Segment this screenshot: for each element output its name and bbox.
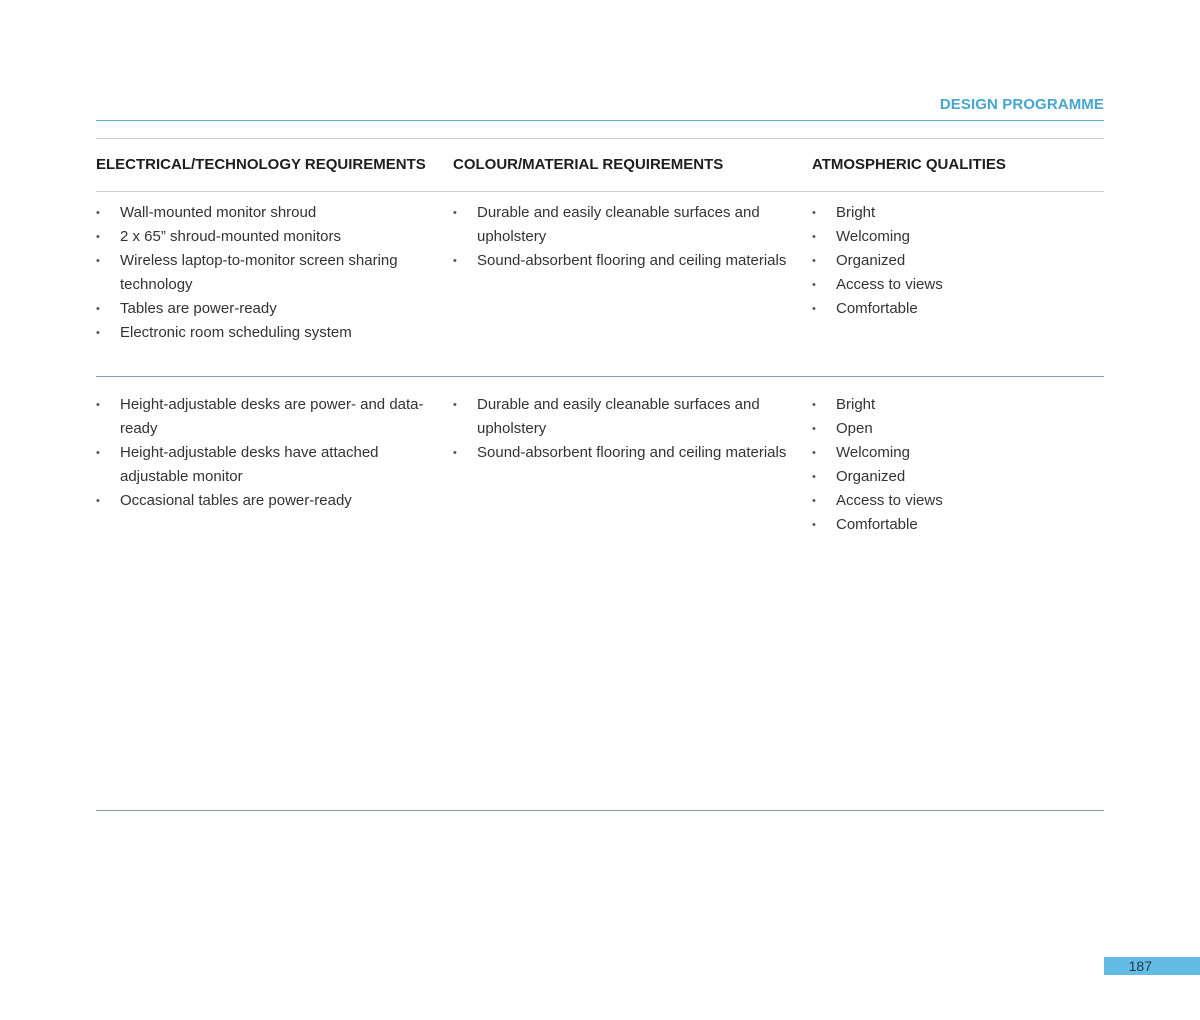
row-1-electrical-list	[96, 201, 426, 345]
list-item: • Access to views	[812, 273, 1092, 297]
row-divider	[96, 376, 1104, 377]
list-item: • Comfortable	[812, 513, 1092, 537]
list-item: • Open	[812, 417, 1092, 441]
list-item: • Wall-mounted monitor shroud	[96, 201, 426, 225]
header-divider	[96, 120, 1104, 121]
list-item: • Electronic room scheduling system	[96, 321, 426, 345]
list-item: • Occasional tables are power-ready	[96, 489, 426, 513]
list-item: • Organized	[812, 249, 1092, 273]
list-item: • Tables are power-ready	[96, 297, 426, 321]
row-1-material-list	[453, 201, 788, 273]
row-2-material-list	[453, 393, 788, 465]
list-item: • Sound-absorbent flooring and ceiling materials	[453, 441, 788, 465]
list-item: • Welcoming	[812, 441, 1092, 465]
list-item: • Bright	[812, 393, 1092, 417]
column-header-electrical: ELECTRICAL/TECHNOLOGY REQUIREMENTS	[96, 156, 426, 173]
footer-divider	[96, 810, 1104, 811]
column-header-material: COLOUR/MATERIAL REQUIREMENTS	[453, 156, 724, 173]
table-top-divider	[96, 138, 1104, 139]
list-item: • Sound-absorbent flooring and ceiling materials	[453, 249, 788, 273]
list-item: • Bright	[812, 201, 1092, 225]
page-number: 187	[1104, 957, 1200, 975]
row-2-electrical-list	[96, 393, 426, 513]
list-item: • Comfortable	[812, 297, 1092, 321]
list-item: • Organized	[812, 465, 1092, 489]
list-item: • Wireless laptop-to-monitor screen sharing technology	[96, 249, 426, 297]
list-item: • Welcoming	[812, 225, 1092, 249]
list-item: • Durable and easily cleanable surfaces and upholstery	[453, 201, 788, 249]
section-title: DESIGN PROGRAMME	[939, 96, 1104, 113]
row-2-atmosphere-list	[812, 393, 1092, 537]
list-item: • 2 x 65” shroud-mounted monitors	[96, 225, 426, 249]
row-1-atmosphere-list	[812, 201, 1092, 321]
list-item: • Height-adjustable desks are power- and data-ready	[96, 393, 426, 441]
list-item: • Access to views	[812, 489, 1092, 513]
column-header-atmosphere: ATMOSPHERIC QUALITIES	[812, 156, 1006, 173]
list-item: • Height-adjustable desks have attached adjustable monitor	[96, 441, 426, 489]
list-item: • Durable and easily cleanable surfaces and upholstery	[453, 393, 788, 441]
header-row-divider	[96, 191, 1104, 192]
